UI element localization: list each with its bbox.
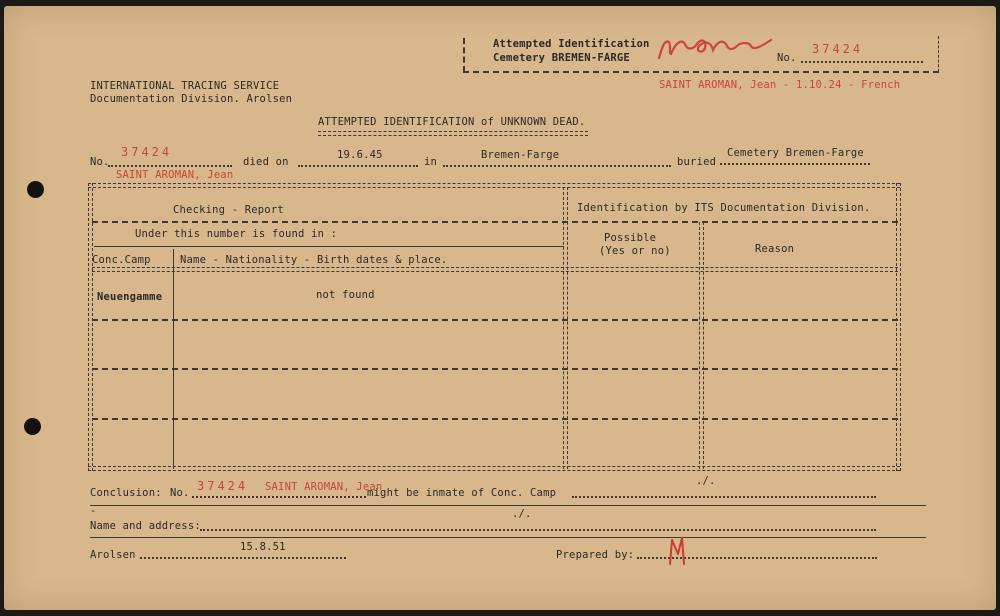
footer-date: 15.8.51 [240, 541, 286, 553]
handwritten-none [655, 28, 775, 64]
column-reason: Reason [755, 243, 795, 255]
table-divider-camp [173, 249, 174, 469]
org-line2: Documentation Division. Arolsen [90, 93, 293, 105]
footer-place: Arolsen [90, 549, 136, 561]
conclusion-no-dots [192, 496, 366, 498]
record-name-stamp: SAINT AROMAN, Jean [116, 169, 234, 181]
conclusion-name-stamp: SAINT AROMAN, Jean [265, 481, 383, 493]
column-camp: Conc.Camp [92, 254, 151, 266]
prepared-by-label: Prepared by: [556, 549, 635, 561]
table-bottom-border [88, 466, 900, 471]
record-no-label: No. [90, 156, 110, 168]
table-row-rule-3 [92, 418, 898, 420]
footer-date-dots [140, 557, 346, 559]
header-line2: Cemetery BREMEN-FARGE [493, 52, 630, 64]
record-no-dots [108, 165, 232, 167]
conclusion-camp-value: ./. [696, 475, 716, 487]
table-right-border-2 [900, 183, 901, 471]
conclusion-text: might be inmate of Conc. Camp [367, 487, 557, 499]
buried-label: buried [677, 156, 717, 168]
punch-hole-top [27, 181, 44, 198]
buried-dots [720, 163, 870, 165]
conclusion-rule [90, 505, 926, 506]
column-name: Name - Nationality - Birth dates & place. [180, 254, 448, 266]
checking-report-heading: Checking - Report [173, 204, 284, 216]
row1-camp: Neuengamme [97, 291, 163, 303]
org-line1: INTERNATIONAL TRACING SERVICE [90, 80, 280, 92]
header-no-value: 37424 [812, 42, 864, 56]
header-no-label: No. [777, 52, 797, 64]
under-number-rule [94, 246, 564, 247]
header-no-dots [801, 61, 923, 63]
conclusion-camp-dots [572, 496, 876, 498]
conclusion-line2-value: ./. [512, 508, 532, 520]
row1-result: not found [316, 289, 375, 301]
title-underline [318, 131, 588, 136]
table-left-border [88, 183, 89, 471]
in-value: Bremen-Farge [481, 149, 560, 161]
conclusion-dash: - [90, 505, 97, 517]
conclusion-label: Conclusion: [90, 487, 162, 499]
died-dots [298, 165, 418, 167]
conclusion-no-value: 37424 [197, 479, 249, 493]
table-top-border [88, 183, 900, 188]
table-column-header-rule [92, 267, 898, 272]
table-right-border [896, 183, 897, 471]
name-address-label: Name and address: [90, 520, 201, 532]
column-possible-1: Possible [604, 232, 657, 244]
top-right-name-stamp: SAINT AROMAN, Jean - 1.10.24 - French [659, 79, 901, 91]
name-address-dots [200, 529, 876, 531]
table-row-rule-2 [92, 368, 898, 370]
conclusion-no-label: No. [170, 487, 190, 499]
table-left-border-2 [92, 183, 93, 471]
died-label: died on [243, 156, 289, 168]
form-title: ATTEMPTED IDENTIFICATION of UNKNOWN DEAD. [318, 116, 586, 128]
table-divider-reason [699, 222, 700, 469]
header-box-left [463, 38, 465, 72]
header-line1: Attempted Identification [493, 38, 650, 50]
table-divider-main [563, 187, 564, 469]
identification-heading: Identification by ITS Documentation Division. [577, 202, 871, 214]
record-no-value: 37424 [121, 145, 173, 159]
header-box-right [938, 36, 939, 72]
in-label: in [424, 156, 438, 168]
buried-value: Cemetery Bremen-Farge [727, 147, 864, 159]
column-possible-2: (Yes or no) [599, 245, 671, 257]
header-box-bottom [463, 71, 939, 73]
name-address-rule [90, 537, 926, 538]
table-header-rule [92, 221, 898, 223]
in-dots [443, 165, 671, 167]
signature [664, 534, 690, 568]
punch-hole-bottom [24, 418, 41, 435]
table-divider-reason-2 [703, 222, 704, 469]
under-number-label: Under this number is found in : [135, 228, 338, 240]
died-value: 19.6.45 [337, 149, 383, 161]
table-divider-main-2 [567, 187, 568, 469]
table-row-rule-1 [92, 319, 898, 321]
